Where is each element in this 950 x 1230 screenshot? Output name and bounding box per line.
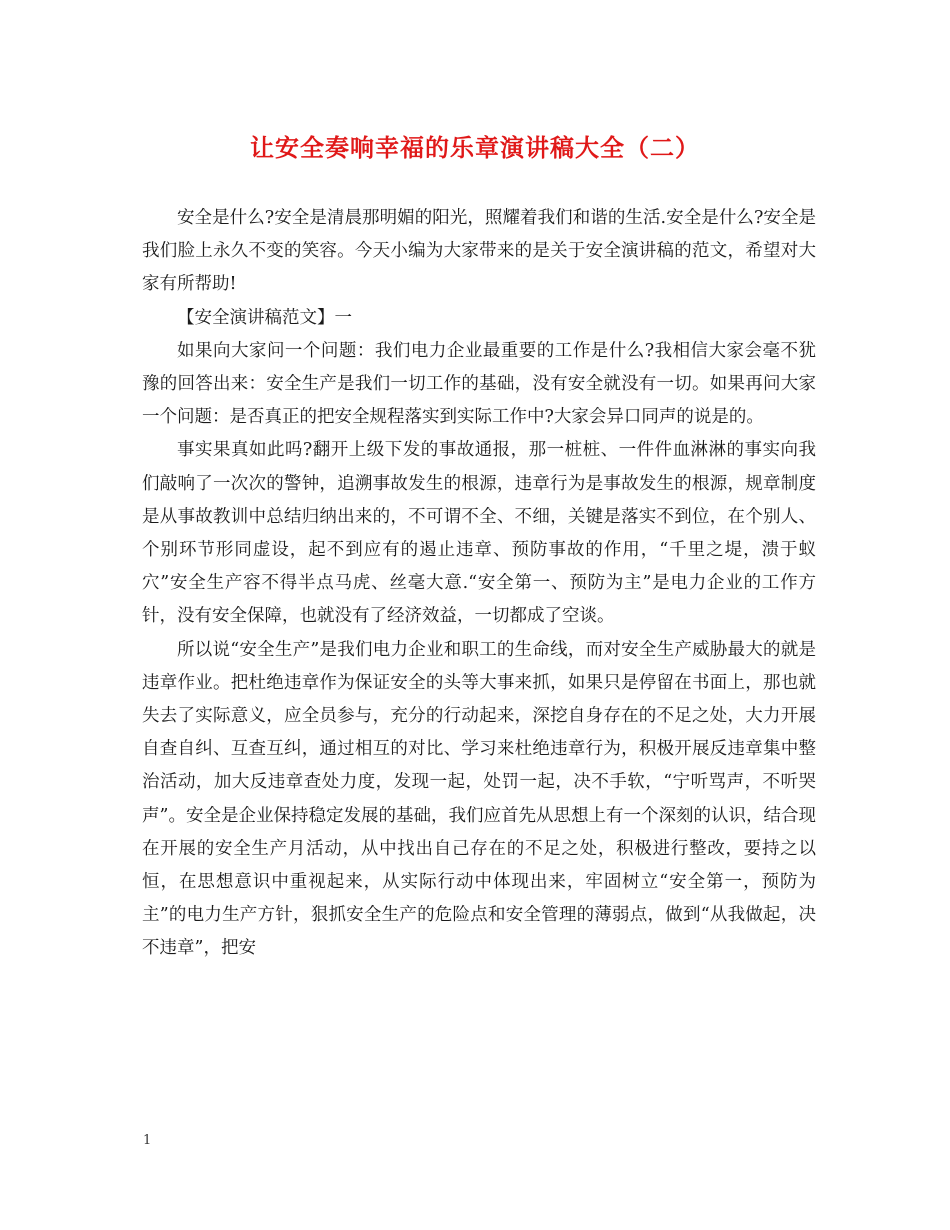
body-paragraph: 所以说“安全生产”是我们电力企业和职工的生命线，而对安全生产威胁最大的就是违章作业。把杜绝违章作为保证安全的头等大事来抓，如果只是停留在书面上，那也就失去了实际意义，应全员参与，充分的行动起来，深挖自身存在的不足之处，大力开展自查自纠、互查互纠，通过相互的对比、学习来杜绝违章行为，积极开展反违章集中整治活动，加大反违章查处力度，发现一起，处罚一起，决不手软，“宁听骂声，不听哭声”。安全是企业保持稳定发展的基础，我们应首先从思想上有一个深刻的认识，结合现在开展的安全生产月活动，从中找出自己存在的不足之处，积极进行整改，要持之以恒，在思想意识中重视起来，从实际行动中体现出来，牢固树立“安全第一，预防为主”的电力生产方针，狠抓安全生产的危险点和安全管理的薄弱点，做到“从我做起，决不违章”，把安 (142, 639, 816, 959)
intro-paragraph: 安全是什么?安全是清晨那明媚的阳光，照耀着我们和谐的生活.安全是什么?安全是我们脸上永久不变的笑容。今天小编为大家带来的是关于安全演讲稿的范文，希望对大家有所帮助! (142, 208, 816, 295)
body-paragraph: 如果向大家问一个问题：我们电力企业最重要的工作是什么?我相信大家会毫不犹豫的回答出来：安全生产是我们一切工作的基础，没有安全就没有一切。如果再问大家一个问题：是否真正的把安全规程落实到实际工作中?大家会异口同声的说是的。 (142, 340, 816, 428)
document-title: 让安全奏响幸福的乐章演讲稿大全（二） (250, 133, 700, 162)
page-number: 1 (143, 1133, 152, 1148)
document-body (142, 202, 816, 966)
section-heading: 【安全演讲稿范文】一 (177, 307, 352, 328)
body-paragraph: 事实果真如此吗?翻开上级下发的事故通报，那一桩桩、一件件血淋淋的事实向我们敲响了一次次的警钟，追溯事故发生的根源，违章行为是事故发生的根源，规章制度是从事故教训中总结归纳出来的，不可谓不全、不细，关键是落实不到位，在个别人、个别环节形同虚设，起不到应有的遏止违章、预防事故的作用，“千里之堤，溃于蚁穴”安全生产容不得半点马虎、丝毫大意.“安全第一、预防为主”是电力企业的工作方针，没有安全保障，也就没有了经济效益，一切都成了空谈。 (142, 440, 816, 627)
